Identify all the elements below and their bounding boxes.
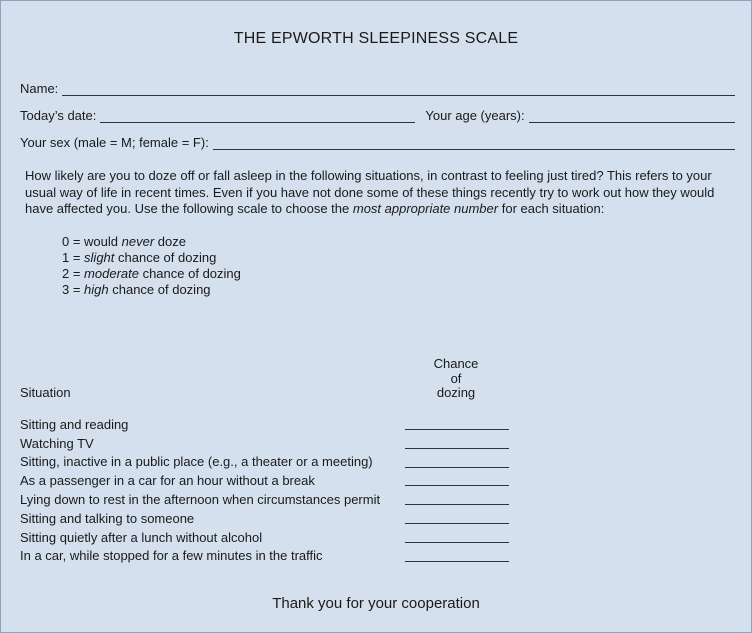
situation-row: Sitting and reading	[20, 415, 520, 434]
chance-answer-field[interactable]	[405, 523, 509, 524]
scale-item: 1 = slight chance of dozing	[62, 250, 217, 265]
age-field[interactable]	[529, 109, 735, 123]
chance-column-header: Chance of dozing	[433, 356, 479, 400]
age-label: Your age (years):	[425, 108, 525, 123]
situation-row: Sitting, inactive in a public place (e.g., a theater or a meeting)	[20, 453, 520, 472]
scale-item: 0 = would never doze	[62, 234, 186, 249]
situation-row: Sitting and talking to someone	[20, 509, 520, 528]
date-field[interactable]	[100, 109, 415, 123]
chance-answer-field[interactable]	[405, 448, 509, 449]
situation-list	[20, 415, 520, 565]
chance-answer-field[interactable]	[405, 561, 509, 562]
date-age-row	[20, 105, 735, 123]
scale-legend	[62, 234, 241, 298]
situation-row: Sitting quietly after a lunch without alcohol	[20, 528, 520, 547]
thanks-note: Thank you for your cooperation	[272, 595, 480, 612]
name-label: Name:	[20, 81, 59, 96]
sex-label: Your sex (male = M; female = F):	[20, 135, 209, 150]
sex-field[interactable]	[213, 136, 735, 150]
instructions-emphasis: most appropriate number	[352, 201, 499, 216]
scale-item: 2 = moderate chance of dozing	[62, 266, 241, 281]
scale-item: 3 = high chance of dozing	[62, 282, 211, 297]
chance-answer-field[interactable]	[405, 485, 509, 486]
name-field[interactable]	[62, 82, 735, 96]
name-row	[20, 78, 735, 96]
situation-row: In a car, while stopped for a few minutes in the traffic	[20, 547, 520, 566]
instructions-text-2: for each situation:	[498, 201, 605, 216]
form-title: THE EPWORTH SLEEPINESS SCALE	[233, 30, 519, 47]
instructions-text-1: How likely are you to doze off or fall asleep in the following situations, in contrast to feeling just tired? This refers to your usual way of life in recent times. Even if you have not done some of these things recently try to work out how they would have affected you. Use the following scale to choose the	[25, 168, 715, 216]
chance-answer-field[interactable]	[405, 467, 509, 468]
chance-answer-field[interactable]	[405, 429, 509, 430]
instructions	[20, 168, 745, 218]
situation-row: Watching TV	[20, 434, 520, 453]
chance-answer-field[interactable]	[405, 542, 509, 543]
sex-row	[20, 132, 735, 150]
situation-row: As a passenger in a car for an hour without a break	[20, 471, 520, 490]
date-label: Today’s date:	[20, 108, 97, 123]
chance-answer-field[interactable]	[405, 504, 509, 505]
situation-row: Lying down to rest in the afternoon when circumstances permit	[20, 490, 520, 509]
situation-column-header: Situation	[20, 385, 71, 400]
